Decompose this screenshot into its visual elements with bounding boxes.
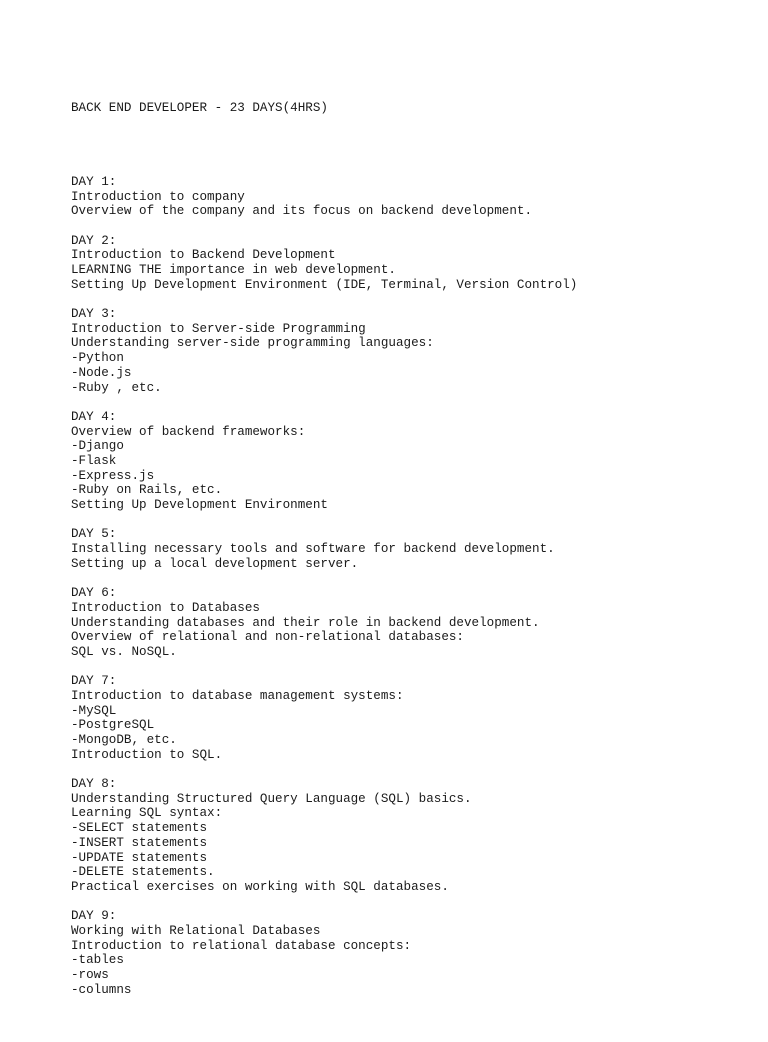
day-line: -SELECT statements (71, 821, 208, 836)
day-line: Overview of relational and non-relational databases: (71, 630, 464, 645)
day-line: Understanding server-side programming languages: (71, 336, 434, 351)
day-line: Setting Up Development Environment (71, 498, 328, 513)
day-line: Setting Up Development Environment (IDE, Terminal, Version Control) (71, 277, 578, 292)
day-section (71, 674, 731, 762)
day-heading: DAY 2: (71, 233, 117, 248)
day-line: -INSERT statements (71, 835, 208, 850)
day-line: Introduction to relational database concepts: (71, 938, 412, 953)
day-line: Introduction to company (71, 189, 245, 204)
day-line: Working with Relational Databases (71, 923, 321, 938)
day-line: -rows (71, 968, 109, 983)
day-heading: DAY 3: (71, 307, 117, 322)
document-content (71, 72, 731, 1042)
document-title: BACK END DEVELOPER - 23 DAYS(4HRS) (71, 101, 328, 116)
day-line: -PostgreSQL (71, 718, 155, 733)
day-section (71, 777, 731, 895)
day-line: Practical exercises on working with SQL databases. (71, 879, 449, 894)
day-heading: DAY 5: (71, 527, 117, 542)
day-line: -tables (71, 953, 124, 968)
day-line: Understanding databases and their role in backend development. (71, 615, 540, 630)
day-line: -columns (71, 982, 132, 997)
day-line: Introduction to Databases (71, 600, 260, 615)
day-line: Introduction to SQL. (71, 747, 223, 762)
day-line: -MySQL (71, 703, 117, 718)
day-line: -Ruby , etc. (71, 380, 162, 395)
day-section (71, 909, 731, 997)
day-line: Setting up a local development server. (71, 556, 359, 571)
day-line: Overview of the company and its focus on backend development. (71, 204, 533, 219)
day-line: -Express.js (71, 468, 155, 483)
day-section (71, 410, 731, 513)
day-line: Introduction to database management systems: (71, 688, 404, 703)
day-heading: DAY 4: (71, 409, 117, 424)
day-line: -Django (71, 439, 124, 454)
day-section (71, 234, 731, 293)
day-line: SQL vs. NoSQL. (71, 644, 177, 659)
day-line: -Flask (71, 453, 117, 468)
day-line: Introduction to Server-side Programming (71, 321, 366, 336)
day-line: Installing necessary tools and software for backend development. (71, 542, 555, 557)
day-line: -MongoDB, etc. (71, 733, 177, 748)
day-heading: DAY 8: (71, 777, 117, 792)
day-section (71, 307, 731, 395)
day-heading: DAY 9: (71, 909, 117, 924)
day-heading: DAY 7: (71, 674, 117, 689)
day-line: -Node.js (71, 365, 132, 380)
day-section (71, 586, 731, 659)
day-line: -DELETE statements. (71, 865, 215, 880)
day-line: -Ruby on Rails, etc. (71, 483, 223, 498)
day-heading: DAY 1: (71, 174, 117, 189)
day-line: Learning SQL syntax: (71, 806, 223, 821)
day-line: Understanding Structured Query Language (SQL) basics. (71, 791, 472, 806)
day-line: Overview of backend frameworks: (71, 424, 306, 439)
day-line: LEARNING THE importance in web development. (71, 263, 396, 278)
day-line: Introduction to Backend Development (71, 248, 336, 263)
day-section (71, 175, 731, 219)
day-line: -UPDATE statements (71, 850, 208, 865)
day-list (71, 175, 731, 998)
day-heading: DAY 6: (71, 586, 117, 601)
day-section (71, 527, 731, 571)
day-line: -Python (71, 351, 124, 366)
